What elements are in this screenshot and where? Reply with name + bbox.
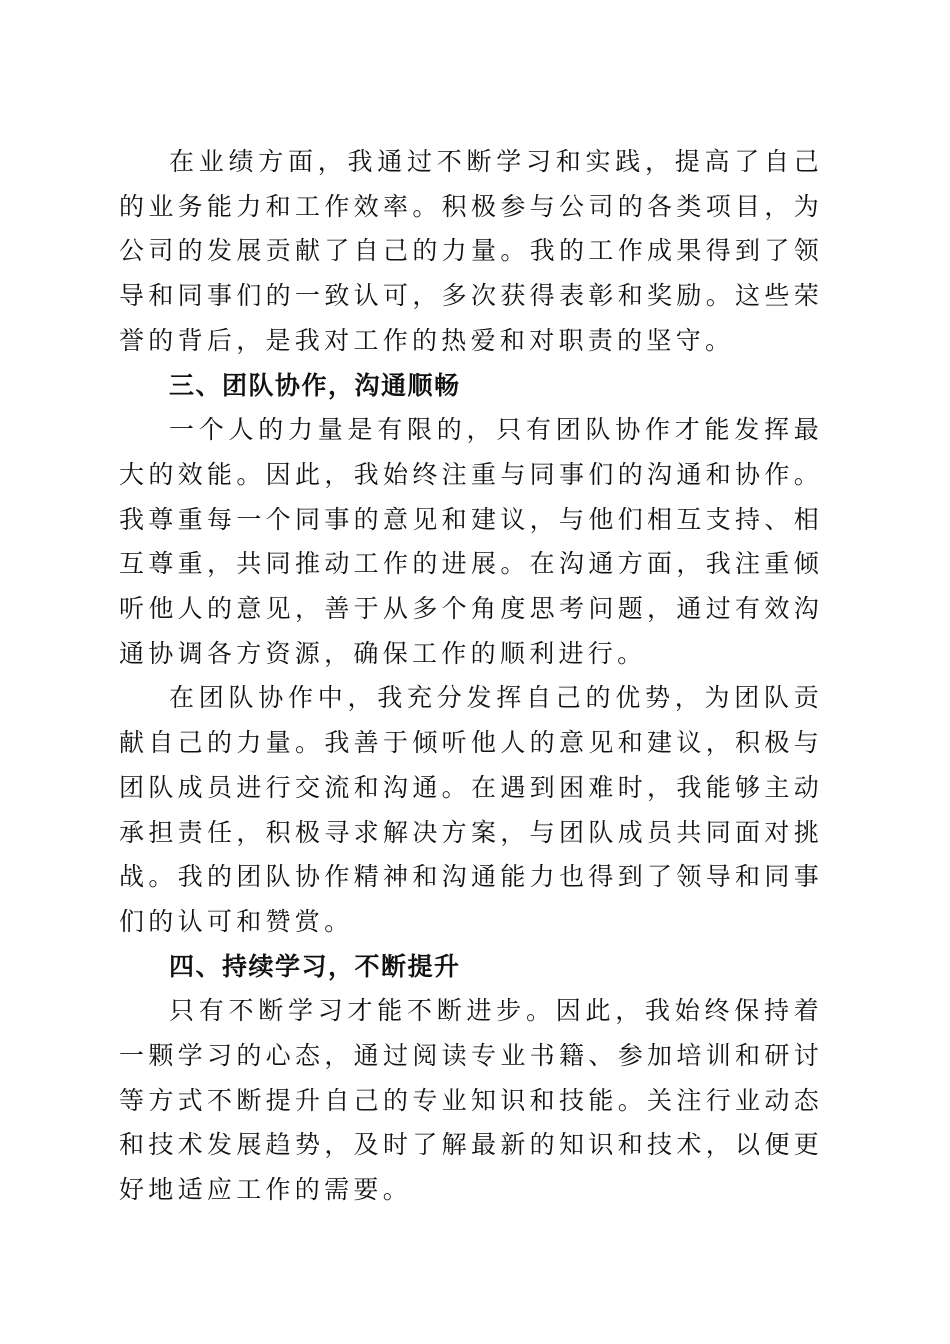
paragraph-teamwork-intro: 一个人的力量是有限的，只有团队协作才能发挥最大的效能。因此，我始终注重与同事们的沟通和协作。我尊重每一个同事的意见和建议，与他们相互支持、相互尊重，共同推动工作的进展。在沟通方面，我注重倾听他人的意见，善于从多个角度思考问题，通过有效沟通协调各方资源，确保工作的顺利进行。 (119, 415, 823, 668)
section-heading-learning: 四、持续学习，不断提升 (169, 951, 461, 981)
section-heading-teamwork: 三、团队协作，沟通顺畅 (169, 370, 461, 400)
paragraph-performance: 在业绩方面，我通过不断学习和实践，提高了自己的业务能力和工作效率。积极参与公司的各类项目，为公司的发展贡献了自己的力量。我的工作成果得到了领导和同事们的一致认可，多次获得表彰和奖励。这些荣誉的背后，是我对工作的热爱和对职责的坚守。 (119, 147, 823, 355)
document-body (119, 140, 823, 1213)
paragraph-teamwork-practice: 在团队协作中，我充分发挥自己的优势，为团队贡献自己的力量。我善于倾听他人的意见和建议，积极与团队成员进行交流和沟通。在遇到困难时，我能够主动承担责任，积极寻求解决方案，与团队成员共同面对挑战。我的团队协作精神和沟通能力也得到了领导和同事们的认可和赞赏。 (119, 683, 823, 936)
paragraph-learning: 只有不断学习才能不断进步。因此，我始终保持着一颗学习的心态，通过阅读专业书籍、参加培训和研讨等方式不断提升自己的专业知识和技能。关注行业动态和技术发展趋势，及时了解最新的知识和技术，以便更好地适应工作的需要。 (119, 996, 823, 1205)
